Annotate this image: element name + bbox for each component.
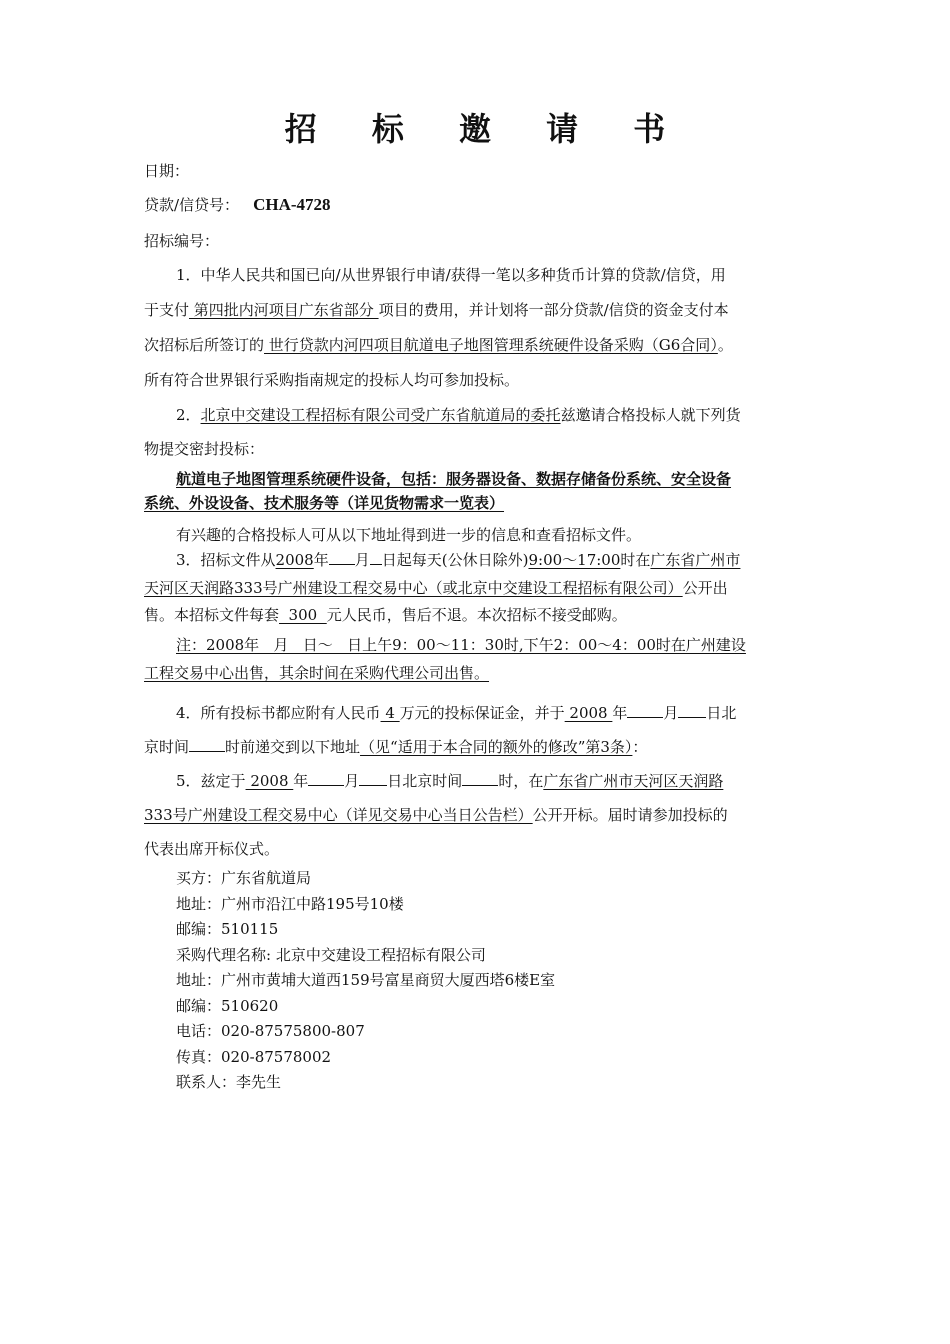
- p4-text: 4．所有投标书都应附有人民币: [176, 704, 381, 722]
- sale-hours: 9:00～17:00: [528, 551, 621, 569]
- interest-line: 有兴趣的合格投标人可从以下地址得到进一步的信息和查看招标文件。: [176, 526, 642, 544]
- p2-text: 兹邀请合格投标人就下列货: [560, 406, 741, 424]
- goods-line-2: 系统、外设设备、技术服务等（详见货物需求一览表）: [144, 494, 505, 512]
- loan-label: 贷款/信贷号：: [144, 196, 240, 214]
- blank-field: [308, 771, 344, 786]
- contact-person-line: 联系人：李先生: [176, 1073, 282, 1091]
- agent-address-line: 地址：广州市黄埔大道西159号富星商贸大厦西塔6楼E室: [176, 971, 556, 989]
- p3-note-line-1: 注：2008年 月 日～ 日上午9：00～11：30时,下午2：00～4：00时在广州建设: [176, 636, 746, 654]
- deadline-year: 2008: [564, 704, 613, 722]
- buyer-zip-line: 邮编：510115: [176, 920, 279, 938]
- blank-field: [627, 703, 663, 718]
- sale-year: 2008: [275, 551, 314, 569]
- p3-line-2: [144, 577, 814, 599]
- p3-note-line-2: 工程交易中心出售，其余时间在采购代理公司出售。: [144, 664, 490, 682]
- p4-text: 万元的投标保证金，并于: [399, 704, 565, 722]
- p1-text: 。: [717, 336, 733, 354]
- opening-year: 2008: [245, 772, 294, 790]
- p3-text: 3．招标文件从: [176, 551, 276, 569]
- blank-field: [189, 737, 225, 752]
- p4-text: 年: [612, 704, 628, 722]
- blank-field: [462, 771, 498, 786]
- p1-text: 于支付: [144, 301, 190, 319]
- p2-text: 2．: [176, 406, 201, 424]
- sale-location: 天河区天润路333号广州建设工程交易中心（或北京中交建设工程招标有限公司）: [144, 579, 683, 597]
- bid-security-amount: 4: [380, 704, 400, 722]
- buyer-address-line: 地址：广州市沿江中路195号10楼: [176, 895, 404, 913]
- p4-line-1: [176, 702, 816, 724]
- p5-text: 公开开标。届时请参加投标的: [532, 806, 728, 824]
- p4-text: 京时间: [144, 738, 190, 756]
- p1-line-2: [144, 299, 814, 321]
- p1-line-1: 1．中华人民共和国已向/从世界银行申请/获得一笔以多种货币计算的贷款/信贷，用: [176, 266, 726, 284]
- loan-number: CHA-4728: [253, 195, 331, 214]
- blank-field: [678, 703, 706, 718]
- p5-text: 月: [344, 772, 360, 790]
- p5-line-2: [144, 804, 814, 826]
- blank-field: [359, 771, 387, 786]
- p5-line-3: 代表出席开标仪式。: [144, 840, 280, 858]
- blank-field: [370, 550, 382, 565]
- buyer-line: 买方：广东省航道局: [176, 869, 312, 887]
- p3-text: 日起每天(公休日除外): [381, 551, 529, 569]
- p3-text: 元人民币，售后不退。本次招标不接受邮购。: [326, 606, 627, 624]
- p3-text: 时在: [620, 551, 651, 569]
- p5-text: 日北京时间: [387, 772, 463, 790]
- p1-text: 项目的费用，并计划将一部分贷款/信贷的资金支付本: [378, 301, 729, 319]
- agent-zip-line: 邮编：510620: [176, 997, 279, 1015]
- address-reference: （见“适用于本合同的额外的修改”第3条）: [360, 738, 633, 756]
- p2-line-2: 物提交密封投标：: [144, 440, 265, 458]
- blank-field: [329, 550, 355, 565]
- bid-number-label: 招标编号：: [144, 232, 220, 250]
- phone-line: 电话：020-87575800-807: [176, 1022, 365, 1040]
- p5-text: 年: [293, 772, 309, 790]
- p1-line-4: 所有符合世界银行采购指南规定的投标人均可参加投标。: [144, 371, 520, 389]
- agent-name-line: 采购代理名称: 北京中交建设工程招标有限公司: [176, 946, 486, 964]
- p4-text: 月: [663, 704, 679, 722]
- project-name: 第四批内河项目广东省部分: [189, 301, 379, 319]
- p4-text: ：: [632, 738, 648, 756]
- sale-location: 广东省广州市: [650, 551, 741, 569]
- p4-line-2: [144, 736, 814, 758]
- p1-text: 次招标后所签订的: [144, 336, 265, 354]
- bid-number-line: [144, 230, 814, 252]
- goods-line-1: 航道电子地图管理系统硬件设备，包括：服务器设备、数据存储备份系统、安全设备: [176, 470, 732, 488]
- document-price: 300: [279, 606, 327, 624]
- p4-text: 时前递交到以下地址: [225, 738, 361, 756]
- p3-text: 售。本招标文件每套: [144, 606, 280, 624]
- date-line: [144, 160, 814, 182]
- p5-line-1: [176, 770, 816, 792]
- p3-text: 公开出: [682, 579, 728, 597]
- opening-location: 广东省广州市天河区天润路: [543, 772, 724, 790]
- contract-name: 世行贷款内河四项目航道电子地图管理系统硬件设备采购（G6合同）: [264, 336, 718, 354]
- p3-text: 月: [354, 551, 370, 569]
- p2-line-1: [176, 404, 816, 426]
- p3-line-1: [176, 549, 816, 571]
- fax-line: 传真：020-87578002: [176, 1048, 332, 1066]
- date-label: 日期：: [144, 162, 190, 180]
- p3-line-3: [144, 604, 814, 626]
- p4-text: 日北: [706, 704, 737, 722]
- p5-text: 5．兹定于: [176, 772, 246, 790]
- loan-line: [144, 194, 814, 216]
- opening-location: 333号广州建设工程交易中心（详见交易中心当日公告栏）: [144, 806, 533, 824]
- document-title: 招 标 邀 请 书: [284, 110, 688, 148]
- p1-line-3: [144, 334, 814, 356]
- p5-text: 时，在: [498, 772, 544, 790]
- agent-entrusted: 北京中交建设工程招标有限公司受广东省航道局的委托: [200, 406, 561, 424]
- p3-text: 年: [313, 551, 329, 569]
